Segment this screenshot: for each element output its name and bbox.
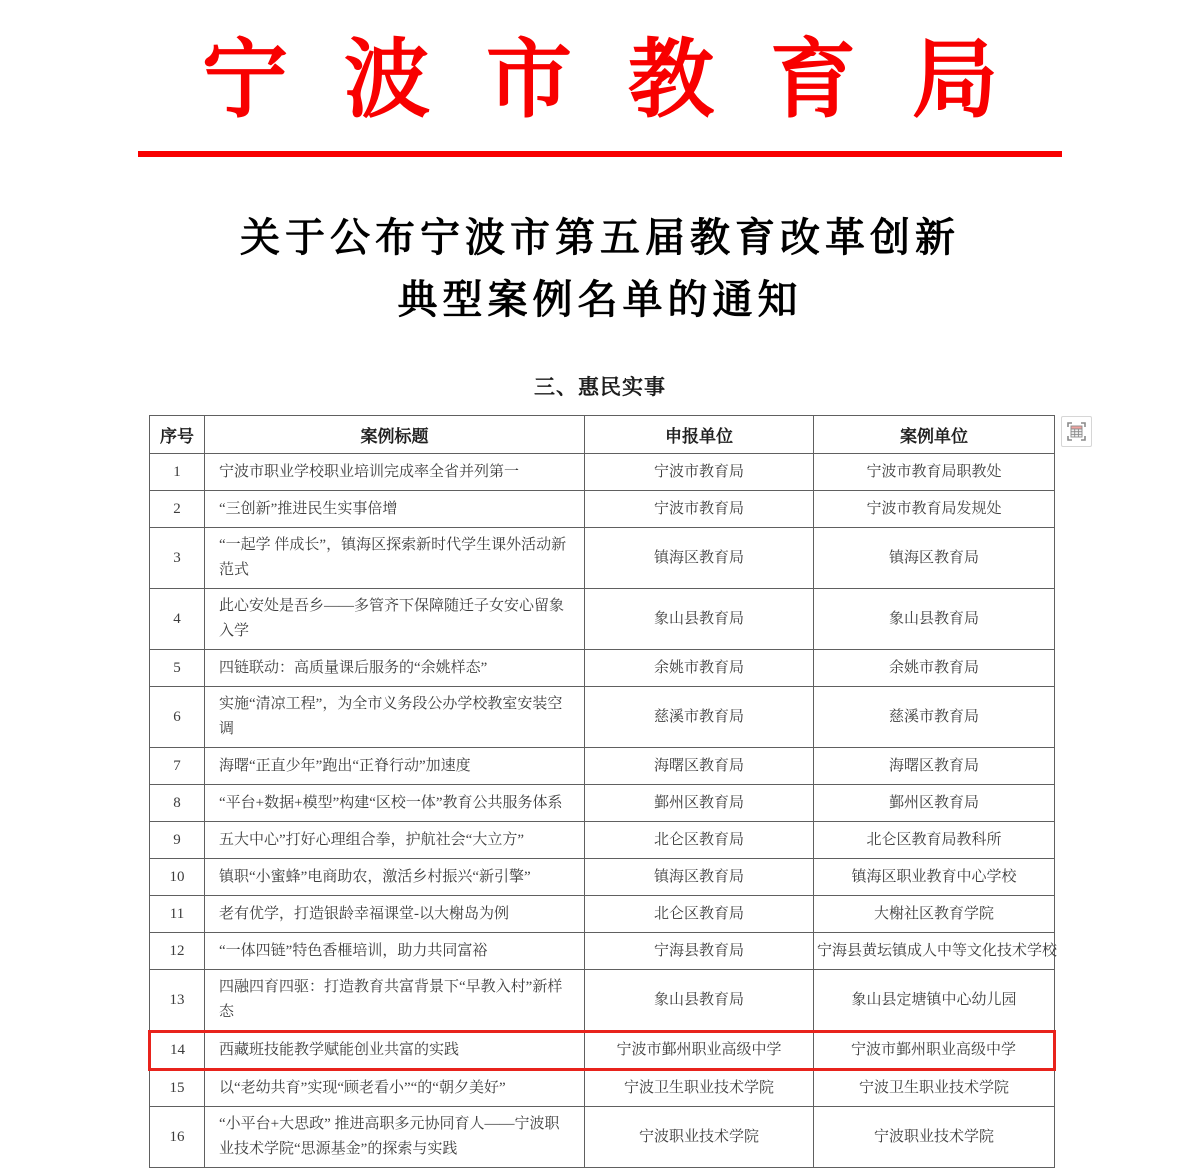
cell-no: 2	[150, 491, 205, 528]
cell-declare-unit: 慈溪市教育局	[585, 687, 814, 748]
cell-case-unit: 镇海区教育局	[814, 528, 1055, 589]
cell-case-unit: 大榭社区教育学院	[814, 896, 1055, 933]
cell-case-unit: 宁波职业技术学院	[814, 1107, 1055, 1168]
table-select-icon	[1066, 421, 1087, 442]
cases-table-container	[148, 415, 1058, 1168]
cell-declare-unit: 北仑区教育局	[585, 822, 814, 859]
cell-title: 海曙“正直少年”跑出“正脊行动”加速度	[205, 748, 585, 785]
cell-title: 此心安处是吾乡——多管齐下保障随迁子女安心留象入学	[205, 589, 585, 650]
cell-case-unit: 象山县定塘镇中心幼儿园	[814, 970, 1055, 1032]
agency-name: 宁波市教育局	[202, 32, 1054, 128]
cell-no: 8	[150, 785, 205, 822]
table-row	[150, 785, 1055, 822]
cell-declare-unit: 宁波市教育局	[585, 491, 814, 528]
col-header-declare-unit: 申报单位	[585, 416, 814, 454]
table-row	[150, 933, 1055, 970]
cell-case-unit: 宁波市教育局发规处	[814, 491, 1055, 528]
cell-declare-unit: 海曙区教育局	[585, 748, 814, 785]
cell-no: 14	[150, 1032, 205, 1070]
cell-title: “小平台+大思政” 推进高职多元协同育人——宁波职业技术学院“思源基金”的探索与实践	[205, 1107, 585, 1168]
table-row	[150, 1032, 1055, 1070]
cell-declare-unit: 宁波市鄞州职业高级中学	[585, 1032, 814, 1070]
col-header-no: 序号	[150, 416, 205, 454]
table-header-row	[150, 416, 1055, 454]
cell-case-unit: 鄞州区教育局	[814, 785, 1055, 822]
cell-title: 以“老幼共育”实现“顾老看小”“的“朝夕美好”	[205, 1070, 585, 1107]
table-row	[150, 454, 1055, 491]
page-title-line2: 典型案例名单的通知	[397, 277, 803, 323]
cases-table	[148, 415, 1056, 1168]
table-row	[150, 650, 1055, 687]
cell-title: “平台+数据+模型”构建“区校一体”教育公共服务体系	[205, 785, 585, 822]
cell-title: 西藏班技能教学赋能创业共富的实践	[205, 1032, 585, 1070]
table-tool-button[interactable]	[1061, 416, 1092, 447]
cell-no: 15	[150, 1070, 205, 1107]
cell-no: 3	[150, 528, 205, 589]
cell-no: 9	[150, 822, 205, 859]
table-row	[150, 822, 1055, 859]
cell-declare-unit: 镇海区教育局	[585, 859, 814, 896]
page-title	[0, 207, 1200, 331]
cases-table-body	[150, 454, 1058, 1168]
cell-case-unit: 宁海县黄坛镇成人中等文化技术学校	[814, 933, 1055, 970]
table-row	[150, 748, 1055, 785]
cell-no: 11	[150, 896, 205, 933]
cell-case-unit: 象山县教育局	[814, 589, 1055, 650]
table-row	[150, 589, 1055, 650]
cell-declare-unit: 镇海区教育局	[585, 528, 814, 589]
table-row	[150, 687, 1055, 748]
cell-case-unit: 宁波市鄞州职业高级中学	[814, 1032, 1055, 1070]
letterhead-red-divider	[138, 151, 1062, 157]
cell-no: 4	[150, 589, 205, 650]
table-row	[150, 1107, 1055, 1168]
cell-no: 10	[150, 859, 205, 896]
cell-declare-unit: 鄞州区教育局	[585, 785, 814, 822]
cell-title: 实施“清凉工程”，为全市义务段公办学校教室安装空调	[205, 687, 585, 748]
cell-no: 16	[150, 1107, 205, 1168]
cell-no: 5	[150, 650, 205, 687]
section-heading: 三、惠民实事	[534, 376, 666, 400]
page-title-line1: 关于公布宁波市第五届教育改革创新	[240, 215, 960, 261]
table-row	[150, 896, 1055, 933]
cell-declare-unit: 余姚市教育局	[585, 650, 814, 687]
cell-title: 五大中心”打好心理组合拳，护航社会“大立方”	[205, 822, 585, 859]
cell-title: 宁波市职业学校职业培训完成率全省并列第一	[205, 454, 585, 491]
cell-no: 6	[150, 687, 205, 748]
cell-no: 7	[150, 748, 205, 785]
table-row	[150, 528, 1055, 589]
cell-title: “一体四链”特色香榧培训，助力共同富裕	[205, 933, 585, 970]
table-row	[150, 491, 1055, 528]
cell-case-unit: 镇海区职业教育中心学校	[814, 859, 1055, 896]
table-row	[150, 1070, 1055, 1107]
cell-declare-unit: 象山县教育局	[585, 970, 814, 1032]
cell-case-unit: 北仑区教育局教科所	[814, 822, 1055, 859]
cell-no: 1	[150, 454, 205, 491]
cell-case-unit: 海曙区教育局	[814, 748, 1055, 785]
cell-declare-unit: 象山县教育局	[585, 589, 814, 650]
cell-title: 四链联动：高质量课后服务的“余姚样态”	[205, 650, 585, 687]
cell-case-unit: 宁波卫生职业技术学院	[814, 1070, 1055, 1107]
cell-no: 13	[150, 970, 205, 1032]
cell-case-unit: 慈溪市教育局	[814, 687, 1055, 748]
cell-title: 老有优学，打造银龄幸福课堂-以大榭岛为例	[205, 896, 585, 933]
cell-title: 四融四育四驱：打造教育共富背景下“早教入村”新样态	[205, 970, 585, 1032]
cell-declare-unit: 宁波卫生职业技术学院	[585, 1070, 814, 1107]
col-header-title: 案例标题	[205, 416, 585, 454]
cell-no: 12	[150, 933, 205, 970]
cell-case-unit: 余姚市教育局	[814, 650, 1055, 687]
cell-declare-unit: 宁波职业技术学院	[585, 1107, 814, 1168]
cell-title: “一起学 伴成长”，镇海区探索新时代学生课外活动新范式	[205, 528, 585, 589]
table-row	[150, 859, 1055, 896]
cell-declare-unit: 北仑区教育局	[585, 896, 814, 933]
table-row	[150, 970, 1055, 1032]
document-page	[0, 30, 1200, 1158]
cell-title: 镇职“小蜜蜂”电商助农，激活乡村振兴“新引擎”	[205, 859, 585, 896]
cell-case-unit: 宁波市教育局职教处	[814, 454, 1055, 491]
cell-title: “三创新”推进民生实事倍增	[205, 491, 585, 528]
col-header-case-unit: 案例单位	[814, 416, 1055, 454]
cell-declare-unit: 宁海县教育局	[585, 933, 814, 970]
cell-declare-unit: 宁波市教育局	[585, 454, 814, 491]
